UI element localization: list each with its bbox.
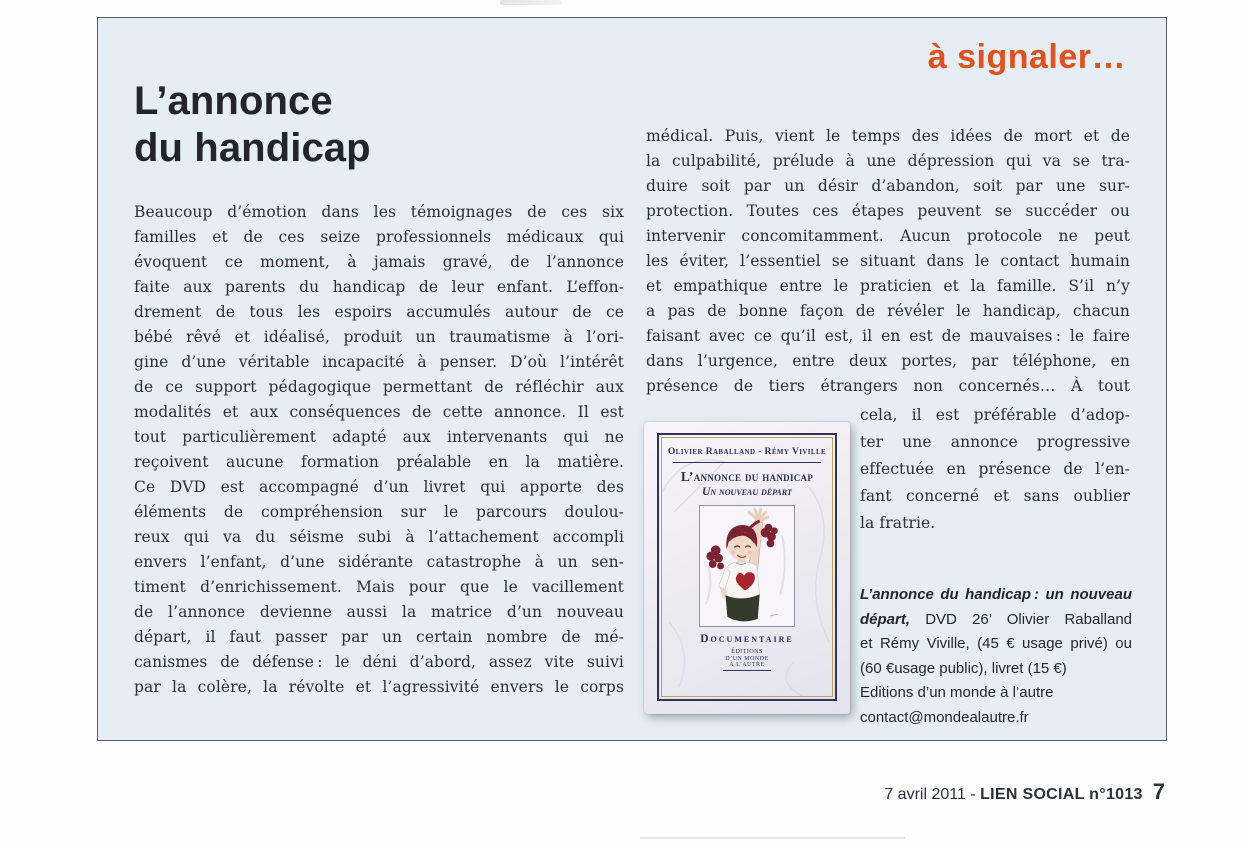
text-line <box>860 706 1132 731</box>
scan-artifact-bottom <box>640 837 905 839</box>
text-segment: L’annonce du handicap : un nouveau <box>860 586 1132 603</box>
text-line: la fratrie. <box>860 514 936 532</box>
text-line: Beaucoup d’émotion dans les témoignages de ces six <box>134 203 624 221</box>
text-line: ÉDITIONS <box>731 649 763 655</box>
dvd-cover-frame <box>657 433 837 701</box>
dvd-divider <box>673 462 821 463</box>
text-line: tout particulièrement adapté aux intervenants qui ne <box>134 428 624 446</box>
dvd-genre-label: Documentaire <box>700 633 794 645</box>
text-line: cela, il est préférable d’adop- <box>860 406 1130 424</box>
text-line <box>860 632 1132 657</box>
text-line: la culpabilité, prélude à une dépression qui va se tra- <box>646 152 1130 170</box>
text-line: les éviter, l’essentiel se situant dans le contact humain <box>646 252 1130 270</box>
footer-page-number: 7 <box>1152 779 1165 804</box>
text-line: a pas de bonne façon de révéler le handicap, chacun <box>646 302 1130 320</box>
text-line: timent d’enrichissement. Mais pour que le vacillement <box>134 578 624 596</box>
dvd-cover <box>644 422 850 714</box>
text-line: drement de tous les espoirs accumulés autour de ce <box>134 303 624 321</box>
article-panel <box>97 17 1167 741</box>
text-segment: Editions d’un monde à l’autre <box>860 684 1054 701</box>
text-segment: et Rémy Viville, (45 € usage privé) ou <box>860 635 1132 652</box>
footer-magazine-title: LIEN SOCIAL n°1013 <box>980 786 1143 803</box>
text-line: fant concerné et sans oublier <box>860 487 1130 505</box>
text-line: évoquent ce moment, à jamais gravé, de l’annonce <box>134 253 624 271</box>
text-line: gine d’une véritable incapacité à penser. D’où l’intérêt <box>134 353 624 371</box>
text-line: de ce support pédagogique permettant de réfléchir aux <box>134 378 624 396</box>
text-line: envers l’enfant, d’une sidérante catastrophe à un sen- <box>134 553 624 571</box>
text-line: éléments de compréhension sur le parcours doulou- <box>134 503 624 521</box>
dvd-caption <box>860 583 1132 730</box>
text-line: D’UN MONDE <box>725 655 769 662</box>
dvd-authors: Olivier Raballand - Rémy Viville <box>667 447 827 457</box>
article-column-left <box>134 200 624 700</box>
text-line: canismes de défense : le déni d’abord, assez vite suivi <box>134 653 624 671</box>
text-line: familles et de ces seize professionnels médicaux qui <box>134 228 624 246</box>
text-line: et empathique entre le praticien et la famille. S’il n’y <box>646 277 1130 295</box>
text-segment: (60 €usage public), livret (15 €) <box>860 659 1067 677</box>
footer-date: 7 avril 2011 - <box>884 786 981 803</box>
text-line: faisant avec ce qu’il est, il en est de mauvaises : le faire <box>646 327 1130 345</box>
dvd-title: L’annonce du handicap <box>680 469 814 484</box>
text-line: faite aux parents du handicap de leur enfant. L’effon- <box>134 278 624 296</box>
text-line: du handicap <box>134 126 371 170</box>
text-line: bébé rêvé et idéalisé, produit un traumatisme à l’ori- <box>134 328 624 346</box>
dvd-subtitle: Un nouveau départ <box>702 486 792 498</box>
text-line: ter une annonce progressive <box>860 433 1130 451</box>
girl-with-pigtails-illustration <box>700 506 792 624</box>
text-line <box>860 608 1132 633</box>
text-line: duire soit par un désir d’abandon, soit par une sur- <box>646 177 1130 195</box>
text-line: effectuée en présence de l’en- <box>860 460 1130 478</box>
dvd-publisher-logo <box>723 649 771 671</box>
text-line: Ce DVD est accompagné d’un livret qui apporte des <box>134 478 624 496</box>
section-header: à signaler… <box>927 38 1126 76</box>
scan-artifact-top <box>500 0 562 5</box>
text-segment: départ, <box>860 610 926 628</box>
text-line: de l’annonce devienne aussi la matrice d’un nouveau <box>134 603 624 621</box>
article-column-right <box>646 124 1130 399</box>
text-line <box>860 657 1132 682</box>
text-segment: DVD 26’ Olivier Raballand <box>925 610 1132 628</box>
text-line: L’annonce <box>134 79 333 123</box>
page-footer <box>884 779 1165 805</box>
text-line: départ, il faut passer par un certain nombre de mé- <box>134 628 624 646</box>
article-column-wrap <box>860 402 1130 537</box>
text-line <box>860 681 1132 706</box>
text-line: protection. Toutes ces étapes peuvent se succéder ou <box>646 202 1130 220</box>
dvd-cover-frame-inner <box>661 437 833 697</box>
text-line: intervenir concomitamment. Aucun protocole ne peut <box>646 227 1130 245</box>
text-line: dans l’urgence, entre deux portes, par téléphone, en <box>646 352 1130 370</box>
article-title <box>134 78 371 172</box>
text-line: par la colère, la révolte et l’agressivité envers le corps <box>134 678 624 696</box>
text-line: reux qui va du séisme subi à l’attachement accompli <box>134 528 624 546</box>
dvd-cover-illustration <box>699 505 795 627</box>
text-line <box>860 583 1132 608</box>
text-line: reçoivent aucune formation préalable en la matière. <box>134 453 624 471</box>
text-line: À L’AUTRE <box>729 662 765 668</box>
text-segment: contact@mondealautre.fr <box>860 708 1029 726</box>
text-line: modalités et aux conséquences de cette annonce. Il est <box>134 403 624 421</box>
text-line: médical. Puis, vient le temps des idées de mort et de <box>646 127 1130 145</box>
text-line: présence de tiers étrangers non concernés… À tout <box>646 377 1130 395</box>
